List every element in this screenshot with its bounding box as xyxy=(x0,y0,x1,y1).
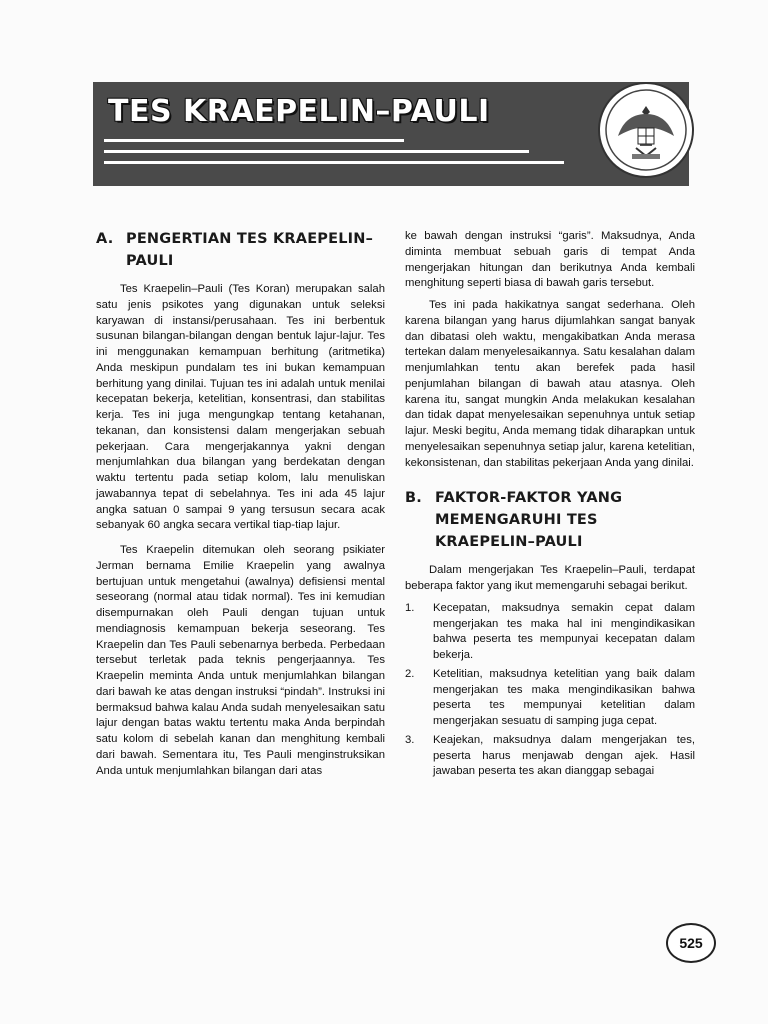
page-number: 525 xyxy=(679,935,703,951)
paragraph: Tes ini pada hakikatnya sangat sederhana. Oleh karena bilangan yang harus dijumlahkan sangat banyak dan dibatasi oleh waktu, mengakibatkan Anda merasa tertekan dalam menyelesaikannya. Satu kesalahan dalam menjumlahkan tentu akan berefek pada hasil penjumlahan bilangan di bawah atau atasnya. Oleh karena itu, sangat mungkin Anda melakukan kesalahan dan tidak dapat menyelesaikan sepenuhnya untuk setiap lajur. Meski begitu, Anda memang tidak diharapkan untuk menyelesaikan sepenuhnya setiap jalur, karena ketelitian, kekonsistenan, dan stabilitas pekerjaan Anda yang dinilai. xyxy=(405,299,695,469)
left-column xyxy=(96,228,385,779)
list-number: 1. xyxy=(405,601,415,614)
header-rule xyxy=(104,139,404,142)
section-heading xyxy=(405,487,695,553)
paragraph: Tes Kraepelin ditemukan oleh seorang psikiater Jerman bernama Emilie Kraepelin yang awalnya bertujuan untuk mengetahui (awalnya) defisiensi mental seseorang (normal atau tidak normal). Tes ini kemudian disempurnakan oleh Pauli dengan tujuan untuk mendiagnosis kemampuan bekerja seseorang. Tes Kraepelin dan Tes Pauli sebenarnya berbeda. Perbedaan tersebut terletak pada teknis pengerjaannya. Tes Kraepelin meminta Anda untuk menjumlahkan bilangan dari bawah ke atas dengan instruksi “pindah”. Instruksi ini bermaksud bahwa kalau Anda sudah menyelesaikan satu lajur dengan batas waktu tertentu maka Anda berpindah satu kolom di sebelah kanan dan menghitung kembali dari bawah. Sementara itu, Tes Pauli menginstruksikan Anda untuk menjumlahkan bilangan dari atas xyxy=(96,544,385,777)
section-title: FAKTOR-FAKTOR YANG MEMENGARUHI TES KRAEPELIN–PAULI xyxy=(435,490,623,551)
paragraph: Tes Kraepelin–Pauli (Tes Koran) merupakan salah satu jenis psikotes yang digunakan untuk seleksi karyawan di instansi/perusahaan. Tes ini berbentuk susunan bilangan-bilangan dengan bentuk lajur-lajur. Tes ini menggunakan kemampuan berhitung (aritmetika) Anda meskipun pundalam tes ini bukan kemampuan berhitung yang dinilai. Tujuan tes ini adalah untuk menilai kecepatan bekerja, ketelitian, konsentrasi, dan stabilitas kerja. Tes ini juga mengungkap tentang ketahanan, tekanan, dan konsistensi dalam mengerjakan sebuah pekerjaan. Cara mengerjakannya yakni dengan menjumlahkan dua bilangan yang berdekatan dengan waktu tertentu pada setiap kolom, lalu menuliskan jawabannya tepat di sebelahnya. Tes ini ada 45 lajur angka satuan 0 sampai 9 yang tersusun secara acak sebanyak 60 angka secara vertikal tiap-tiap lajur. xyxy=(96,283,385,532)
paragraph-continuation: ke bawah dengan instruksi “garis”. Maksudnya, Anda diminta membuat sebuah garis di tempat Anda mengerjakan hitungan dan berikutnya Anda kembali menghitung seperti biasa di bawah garis tersebut. xyxy=(405,230,695,290)
garuda-emblem-icon xyxy=(598,82,694,178)
list-number: 3. xyxy=(405,733,415,746)
section-marker: A. xyxy=(96,231,114,247)
page-title: TES KRAEPELIN–PAULI xyxy=(108,94,490,129)
list-text: Keajekan, maksudnya dalam mengerjakan tes, peserta harus menjawab dengan ajek. Hasil jawaban peserta tes akan dianggap sebagai xyxy=(433,733,695,778)
list-number: 2. xyxy=(405,667,415,680)
factor-list xyxy=(405,601,695,780)
page-number-badge xyxy=(666,923,716,963)
header-rule xyxy=(104,150,529,153)
list-text: Ketelitian, maksudnya ketelitian yang baik dalam mengerjakan tes maka mengindikasikan bahwa peserta tes mempunyai ketelitian dalam mengerjakan sesuatu di samping juga cepat. xyxy=(433,667,695,727)
list-item xyxy=(405,667,695,730)
paragraph: Dalam mengerjakan Tes Kraepelin–Pauli, terdapat beberapa faktor yang ikut memengaruhi sebagai berikut. xyxy=(405,564,695,592)
list-text: Kecepatan, maksudnya semakin cepat dalam mengerjakan tes maka hal ini mengindikasikan bahwa peserta tes mempunyai kecepatan dalam bekerja. xyxy=(433,601,695,661)
section-marker: B. xyxy=(405,490,422,507)
section-title: PENGERTIAN TES KRAEPELIN–PAULI xyxy=(126,231,374,269)
right-column xyxy=(405,229,695,783)
header-rule xyxy=(104,161,564,164)
section-heading xyxy=(96,228,385,272)
garuda-emblem-graphic xyxy=(600,84,692,176)
list-item xyxy=(405,733,695,780)
list-item xyxy=(405,601,695,664)
